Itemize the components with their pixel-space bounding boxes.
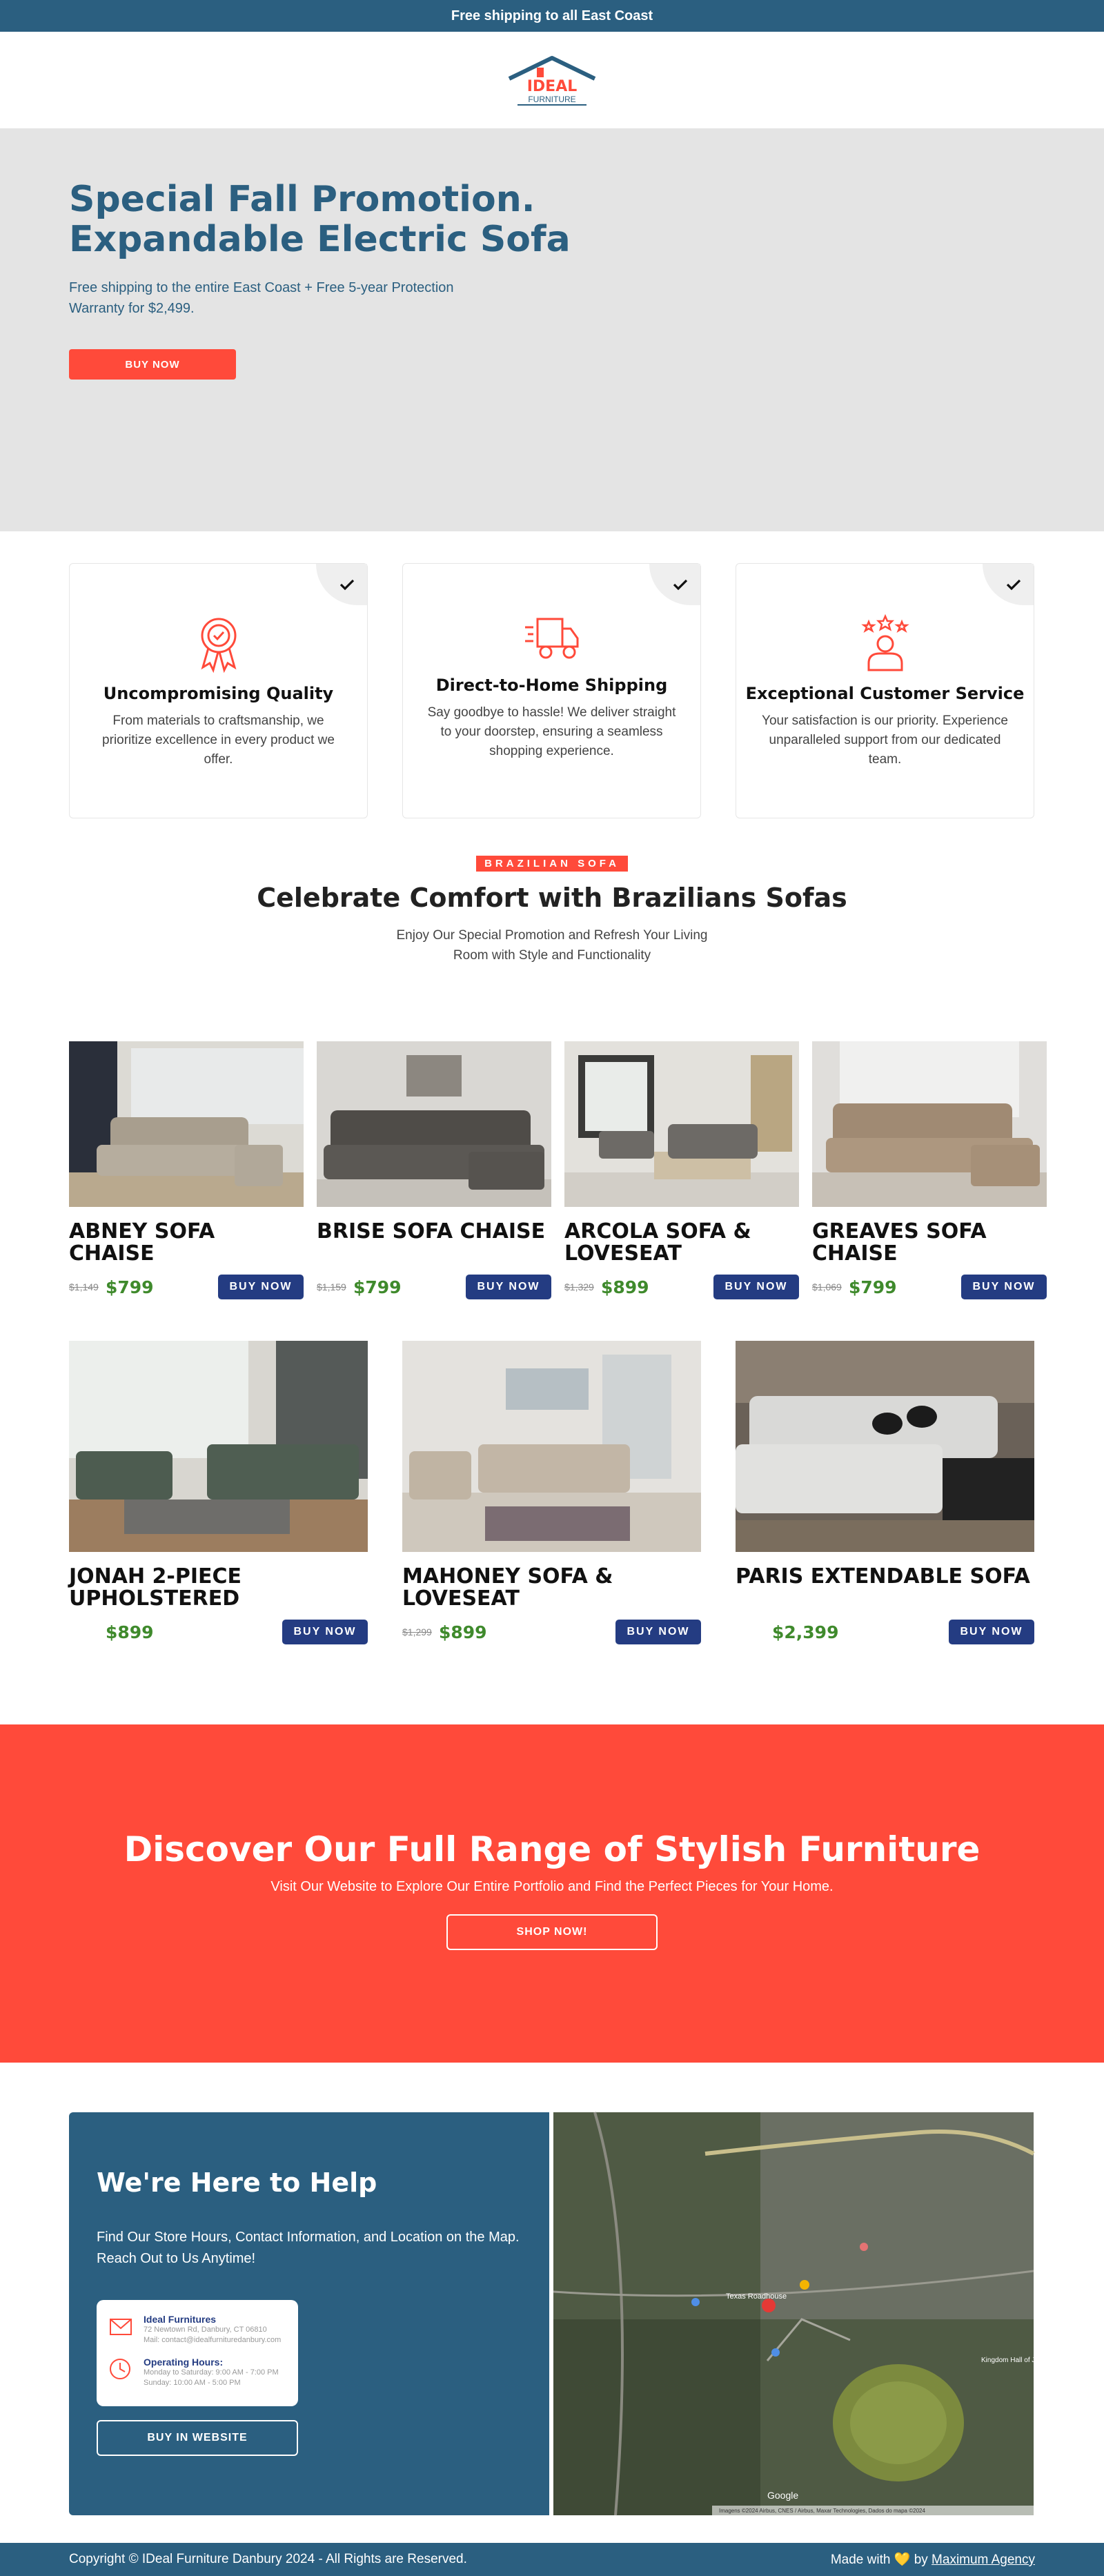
feature-title: Exceptional Customer Service — [745, 684, 1025, 703]
logo[interactable] — [504, 52, 600, 108]
product-card — [317, 1041, 551, 1299]
hero-buy-now-button[interactable]: BUY NOW — [69, 349, 236, 380]
price-row — [69, 1620, 368, 1644]
checkmark-icon — [1006, 578, 1021, 591]
hours-title: Operating Hours: — [144, 2357, 224, 2368]
buy-now-button[interactable]: BUY NOW — [713, 1275, 799, 1299]
logo-word-furniture: FURNITURE — [528, 95, 576, 104]
collection-header — [0, 818, 1104, 965]
feature-card-quality — [69, 563, 368, 818]
feature-text: Say goodbye to hassle! We deliver straight to your doorstep, ensuring a seamless shopping experience. — [427, 705, 676, 758]
sale-price: $799 — [849, 1277, 897, 1297]
collection-title: Celebrate Comfort with Brazilians Sofas — [257, 883, 847, 913]
buy-now-button[interactable]: BUY NOW — [949, 1620, 1034, 1644]
store-location-map[interactable] — [553, 2112, 1096, 2515]
delivery-truck-icon — [524, 615, 580, 663]
product-grid-row-1 — [0, 965, 1104, 1299]
checkmark-icon — [339, 578, 355, 591]
hero-section — [0, 128, 1104, 531]
product-image[interactable] — [69, 1341, 368, 1552]
price-row — [317, 1275, 551, 1299]
product-image[interactable] — [317, 1041, 551, 1207]
sale-price: $899 — [439, 1622, 487, 1642]
product-card — [402, 1341, 701, 1644]
google-logo: Google — [767, 2490, 799, 2501]
hours-sunday: Sunday: 10:00 AM - 5:00 PM — [144, 2379, 241, 2387]
price-row — [564, 1275, 799, 1299]
product-name: ARCOLA SOFA & LOVESEAT — [564, 1219, 751, 1266]
check-badge — [316, 564, 367, 605]
product-card — [564, 1041, 799, 1299]
feature-title: Direct-to-Home Shipping — [435, 676, 668, 695]
price-row — [402, 1620, 701, 1644]
footer — [0, 2543, 1104, 2576]
feature-card-shipping — [402, 563, 701, 818]
buy-now-button[interactable]: BUY NOW — [466, 1275, 551, 1299]
hours-weekdays: Monday to Saturday: 9:00 AM - 7:00 PM — [144, 2368, 279, 2377]
product-image[interactable] — [402, 1341, 701, 1552]
buy-now-button[interactable]: BUY NOW — [615, 1620, 701, 1644]
buy-now-button[interactable]: BUY NOW — [961, 1275, 1047, 1299]
store-mail: Mail: contact@idealfurnituredanbury.com — [144, 2336, 282, 2344]
product-name: JONAH 2-PIECE UPHOLSTERED — [69, 1564, 242, 1611]
product-name: ABNEY SOFA CHAISE — [69, 1219, 215, 1266]
by-text: by — [914, 2553, 928, 2567]
help-section — [0, 2063, 1104, 2515]
satellite-map[interactable] — [553, 2112, 1096, 2515]
help-text: Find Our Store Hours, Contact Information, and Location on the Map. Reach Out to Us Anytime! — [97, 2230, 520, 2266]
sale-price: $799 — [353, 1277, 402, 1297]
map-label-restaurant: Texas Roadhouse — [726, 2292, 787, 2301]
sale-price: $799 — [106, 1277, 154, 1297]
agency-link[interactable]: Maximum Agency — [931, 2553, 1035, 2567]
header — [0, 32, 1104, 128]
price-row — [736, 1620, 1034, 1644]
copyright-text: Copyright © IDeal Furniture Danbury 2024 - All Rights are Reserved. — [69, 2552, 467, 2566]
sale-price: $2,399 — [772, 1622, 839, 1642]
price-row — [812, 1275, 1047, 1299]
collection-tag: BRAZILIAN SOFA — [476, 856, 628, 872]
feature-text: From materials to craftsmanship, we prioritize excellence in every product we offer. — [102, 714, 335, 767]
clock-icon — [108, 2357, 135, 2381]
buy-now-button[interactable]: BUY NOW — [282, 1620, 368, 1644]
house-roof-icon — [504, 52, 600, 108]
location-pin-icon[interactable] — [762, 2299, 776, 2312]
envelope-icon — [108, 2314, 135, 2339]
map-label-kingdom-hall: Kingdom Hall of Jehovah's Witnesses — [981, 2357, 1096, 2364]
checkmark-icon — [673, 578, 688, 591]
features-section — [0, 531, 1104, 818]
buy-now-button[interactable]: BUY NOW — [218, 1275, 304, 1299]
made-with-text: Made with — [830, 2553, 891, 2567]
product-image[interactable] — [69, 1041, 304, 1207]
product-image[interactable] — [812, 1041, 1047, 1207]
check-badge — [649, 564, 700, 605]
cta-section — [0, 1724, 1104, 2063]
cta-subtitle: Visit Our Website to Explore Our Entire Portfolio and Find the Perfect Pieces for Your Home. — [270, 1879, 834, 1894]
product-name: MAHONEY SOFA & LOVESEAT — [402, 1564, 613, 1611]
product-grid-row-2 — [0, 1299, 1104, 1644]
product-name: BRISE SOFA CHAISE — [317, 1219, 546, 1243]
award-badge-icon — [196, 615, 241, 671]
product-card — [812, 1041, 1047, 1299]
old-price: $1,329 — [564, 1281, 594, 1292]
hero-title: Special Fall Promotion. Expandable Electric Sofa — [69, 179, 571, 260]
contact-row — [108, 2314, 287, 2346]
shop-now-button[interactable]: SHOP NOW! — [446, 1914, 658, 1950]
map-attribution: Imagens ©2024 Airbus, CNES / Airbus, Maxar Technologies, Dados do mapa ©2024 — [719, 2508, 925, 2514]
cta-title: Discover Our Full Range of Stylish Furniture — [124, 1829, 980, 1869]
store-info-card — [97, 2300, 298, 2406]
check-badge — [983, 564, 1034, 605]
feature-text: Your satisfaction is our priority. Experience unparalleled support from our dedicated team. — [762, 714, 1008, 767]
help-title: We're Here to Help — [97, 2167, 377, 2198]
feature-title: Uncompromising Quality — [103, 684, 334, 703]
shipping-announcement-bar — [0, 0, 1104, 32]
hero-subtitle: Free shipping to the entire East Coast + Free 5-year Protection Warranty for $2,499. — [69, 280, 454, 316]
sale-price: $899 — [106, 1622, 154, 1642]
old-price: $1,069 — [812, 1281, 842, 1292]
store-name: Ideal Furnitures — [144, 2314, 217, 2325]
product-name: GREAVES SOFA CHAISE — [812, 1219, 987, 1266]
price-row — [69, 1275, 304, 1299]
heart-icon: 💛 — [894, 2553, 911, 2567]
old-price: $1,149 — [69, 1281, 99, 1292]
buy-in-website-button[interactable]: BUY IN WEBSITE — [97, 2420, 298, 2456]
product-image[interactable] — [736, 1341, 1034, 1552]
logo-word-ideal: IDEAL — [526, 78, 578, 95]
customer-stars-icon — [859, 615, 911, 671]
old-price: $1,299 — [402, 1626, 432, 1638]
hours-row — [108, 2357, 287, 2388]
feature-card-service — [736, 563, 1034, 818]
made-with — [831, 2551, 1035, 2568]
old-price: $1,159 — [317, 1281, 346, 1292]
store-address: 72 Newtown Rd, Danbury, CT 06810 — [144, 2326, 267, 2334]
announcement-text: Free shipping to all East Coast — [451, 8, 653, 23]
help-panel — [69, 2112, 549, 2515]
product-card — [69, 1041, 304, 1299]
collection-subtitle: Enjoy Our Special Promotion and Refresh Your Living Room with Style and Functionality — [396, 928, 708, 963]
product-image[interactable] — [564, 1041, 799, 1207]
product-card — [69, 1341, 368, 1644]
sale-price: $899 — [601, 1277, 649, 1297]
product-card — [736, 1341, 1034, 1644]
product-name: PARIS EXTENDABLE SOFA — [736, 1564, 1030, 1589]
